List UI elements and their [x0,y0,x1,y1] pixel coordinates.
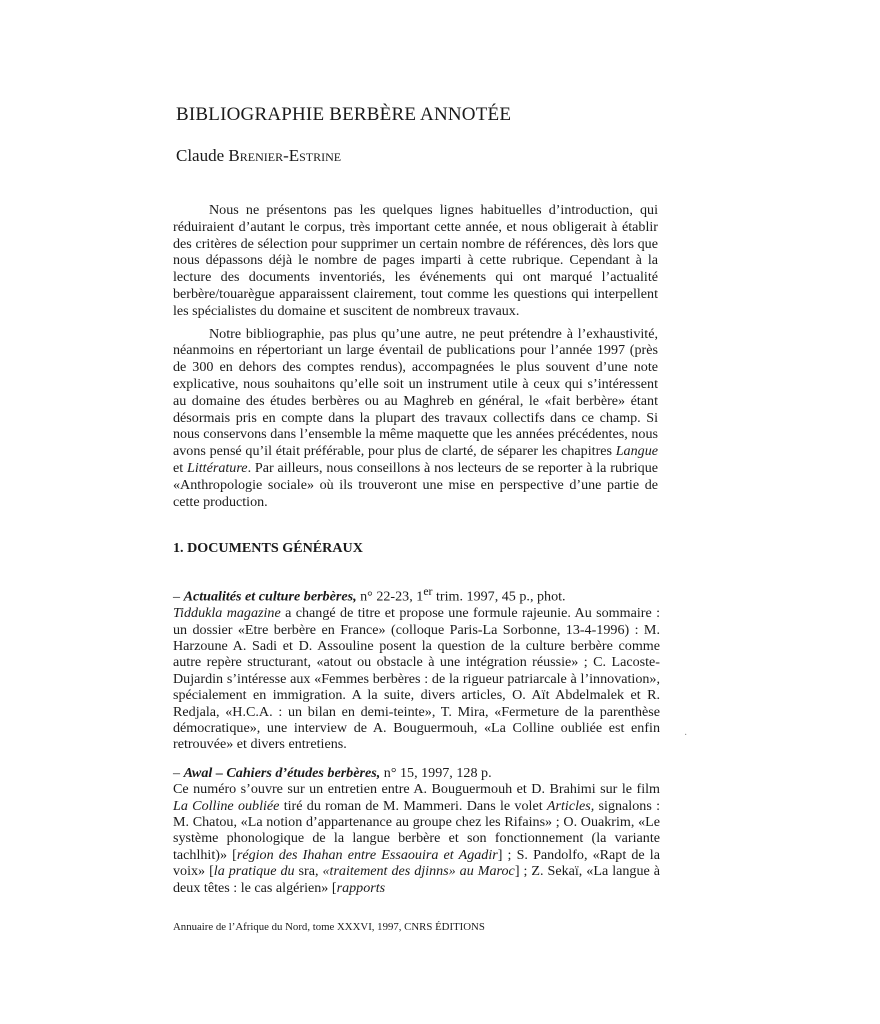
entry-note-1: région des Ihahan entre Essaouira et Agadir [236,846,498,863]
intro-paragraph-2 [173,326,658,511]
entry-body-e: sra, [294,863,323,880]
intro-p2-text-a: Notre bibliographie, pas plus qu’une autre, ne peut prétendre à l’exhaustivité, néanmoins en répertoriant un large éventail de publications pour l’année 1997 (près de 300 en dehors des comptes rendus), accompagnées le plus souvent d’une note explicative, nous souhaitons qu’elle soit un instrument utile à ceux qui s’intéressent au domaine des études berbères ou au Maghreb en général, le «fait berbère» étant désormais pris en compte dans la plupart des travaux collectifs dans ce champ. Si nous conservons dans l’ensemble la même maquette que les années précédentes, nous avons pensé qu’il était préférable, pour plus de clarté, de séparer les chapitres [173,325,658,460]
entry-body-f: ] ; Z. Sekaï, «La langue à deux têtes : le cas algérien» [ [173,863,660,896]
entry-meta: n° 22-23, 1 [356,588,424,605]
entry-meta: n° 15, 1997, 128 p. [380,764,492,781]
article-title: BIBLIOGRAPHIE BERBÈRE ANNOTÉE [176,104,512,125]
entry-note-3: «traitement des djinns» au Maroc [322,863,515,880]
introduction [173,202,658,516]
entry-body-d: ] ; S. Pandolfo, «Rapt de la voix» [ [173,846,660,880]
entry-dash: – [173,588,184,605]
section-heading: 1. DOCUMENTS GÉNÉRAUX [173,540,363,556]
intro-p2-et: et [173,459,187,476]
entry-body-c: signalons : M. Chatou, «La notion d’appartenance au groupe chez les Rifains» ; O. Ouakrim, «Le système phonologique de la langue berbère et son fonctionnement (la variante tachlhit)» [ [173,797,661,863]
entry-magazine-name: Tiddukla magazine [173,605,281,622]
bibliography-entry [173,584,660,753]
author-last-name: Brenier-Estrine [228,146,342,165]
entry-note-4: rapports [336,879,386,896]
entry-title: Actualités et culture berbères, [183,588,357,605]
article-author [176,146,341,166]
entry-dash: – [173,764,184,781]
entry-articles-label: Articles, [546,797,595,814]
page-footer: Annuaire de l’Afrique du Nord, tome XXXVI, 1997, CNRS ÉDITIONS [173,921,485,933]
entry-body-a: Ce numéro s’ouvre sur un entretien entre A. Bouguermouh et D. Brahimi sur le film [173,781,660,798]
intro-paragraph-1: Nous ne présentons pas les quelques lignes habituelles d’introduction, qui réduiraient d’autant le corpus, très important cette année, et nous obligerait à établir des critères de sélection pour supprimer un certain nombre de références, dès lors que nous dépassons déjà le nombre de pages imparti à cette rubrique. Cependant à la lecture des documents inventoriés, les événements qui ont marqué l’actualité berbère/touarègue apparaissent clairement, tout comme les questions qui interpellent les spécialistes du domaine et suscitent de nombreux travaux. [173,202,658,319]
entry-meta-sup: er [423,585,433,598]
bibliography-entry [173,765,660,896]
entry-meta-end: trim. 1997, 45 p., phot. [432,588,566,605]
entry-body-b: tiré du roman de M. Mammeri. Dans le volet [279,797,547,814]
entry-body: a changé de titre et propose une formule rajeunie. Au sommaire : un dossier «Etre berbère en France» (colloque Paris-La Sorbonne, 13-4-1996) : M. Harzoune A. Sadi et D. Assouline posent la question de la culture berbère comme autre repère structurant, «atout ou obstacle à une intégration réussie» ; C. Lacoste-Dujardin s’intéresse aux «Femmes berbères : de la rigueur patriarcale à l’innovation», spécialement en immigration. A la suite, divers articles, O. Aït Abdelmalek et R. Redjala, «H.C.A. : un bilan en demi-teinte», T. Mira, «Fermeture de la parenthèse démocratique», une interview de A. Bouguermouh, «La Colline oubliée est enfin retrouvée» et divers entretiens. [173,605,660,753]
entry-title: Awal – Cahiers d’études berbères, [183,764,381,781]
author-first-name: Claude [176,146,229,165]
intro-p2-litterature: Littérature [187,459,248,476]
stray-mark: · [684,730,688,741]
intro-p2-text-b: . Par ailleurs, nous conseillons à nos lecteurs de se reporter à la rubrique «Anthropologie sociale» où ils trouveront une mise en perspective d’une partie de cette production. [173,459,658,510]
bibliography-entries [173,584,660,908]
entry-note-2: la pratique du [213,863,295,880]
entry-film-title: La Colline oubliée [173,797,280,814]
intro-p2-langue: Langue [615,443,658,460]
